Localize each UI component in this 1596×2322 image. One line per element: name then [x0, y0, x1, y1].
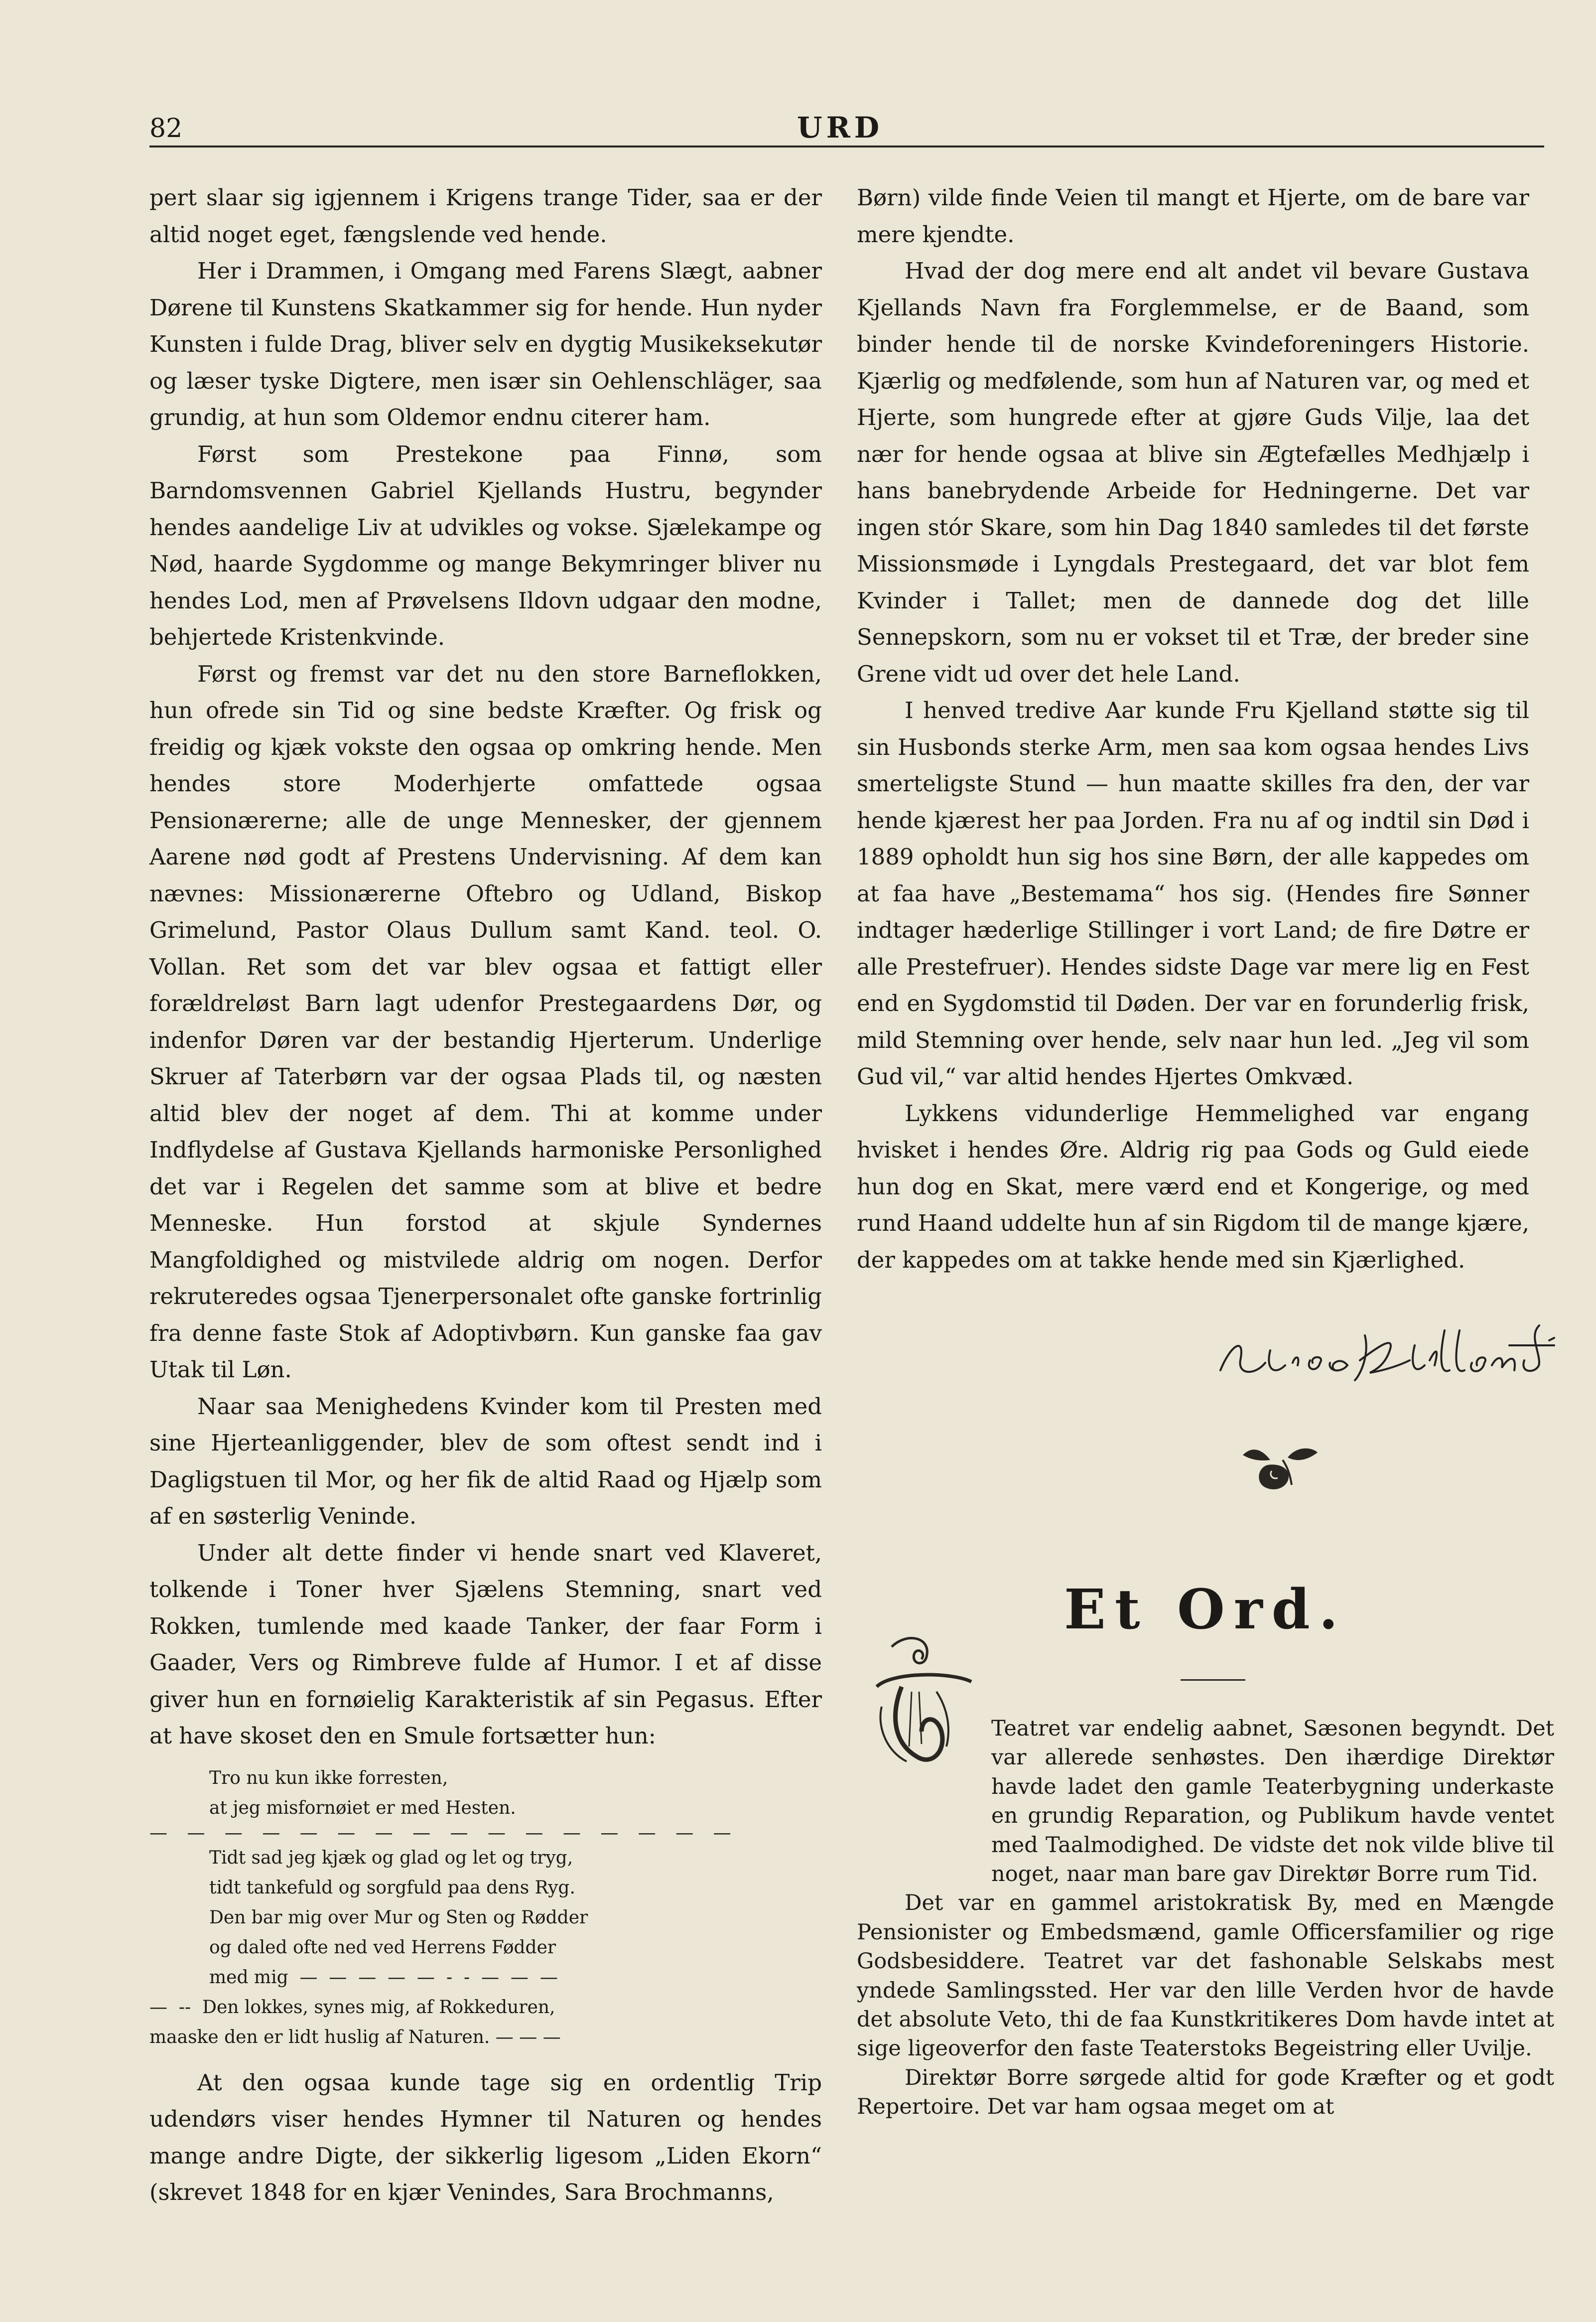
paragraph: Naar saa Menighedens Kvinder kom til Presten med sine Hjerteanliggender, blev de som oftest sendt ind i Dagligstuen til Mor, og her fik de altid Raad og Hjælp som af en søsterlig Veninde.	[149, 1393, 822, 1529]
poem-dash-line: — — — — — — — — — — — — — — — —	[149, 1823, 738, 1843]
poem-line: maaske den er lidt huslig af Naturen. — — —	[149, 2027, 561, 2047]
paragraph: Først som Prestekone paa Finnø, som Barndomsvennen Gabriel Kjellands Hustru, begynder hendes aandelige Liv at udvikles og vokse. Sjælekampe og Nød, haarde Sygdomme og mange Bekymringer bliver nu hendes Lod, men af Prøvelsens Ildovn udgaar den modne, behjertede Kristenkvinde.	[149, 440, 822, 650]
signature-elisa-kielland	[1210, 1315, 1559, 1395]
left-column	[149, 179, 822, 2211]
paragraph: Under alt dette finder vi hende snart ved Klaveret, tolkende i Toner hver Sjælens Stemning, snart ved Rokken, tumlende med kaade Tanker, der faar Form i Gaader, Vers og Rimbreve fulde af Humor. I et af disse giver hun en fornøielig Karakteristik af sin Pegasus. Efter at have skoset den en Smule fortsætter hun:	[149, 1539, 822, 1749]
rose-ornament-icon	[1233, 1430, 1323, 1500]
poem-line: og daled ofte ned ved Herrens Fødder	[209, 1937, 556, 1958]
story-opening	[857, 1714, 1554, 1888]
paragraph: Det var en gammel aristokratisk By, med en Mængde Pensionister og Embedsmænd, gamle Officersfamilier og rige Godsbesiddere. Teatret var det fashonable Selskabs mest yndede Samlingssted. Her var den lille Verden hvor de havde det absolute Veto, thi de faa Kunstkritikeres Dom havde intet at sige ligeoverfor den faste Teaterstoks Begeistring eller Uvilje.	[857, 1890, 1554, 2061]
story-body	[857, 1714, 1554, 2122]
paragraph: Direktør Borre sørgede altid for gode Kræfter og et godt Repertoire. Det var ham ogsaa meget om at	[857, 2065, 1554, 2120]
poem-line: Den bar mig over Mur og Sten og Rødder	[209, 1907, 588, 1928]
poem-quote	[149, 1763, 822, 2052]
poem-line: at jeg misfornøiet er med Hesten.	[209, 1797, 516, 1818]
poem-line: tidt tankefuld og sorgfuld paa dens Ryg.	[209, 1877, 575, 1898]
title-rule	[1181, 1679, 1245, 1681]
poem-line: Tro nu kun ikke forresten,	[209, 1767, 448, 1788]
poem-line: — -- Den lokkes, synes mig, af Rokkeduren,	[149, 1997, 555, 2018]
paragraph: I henved tredive Aar kunde Fru Kjelland støtte sig til sin Husbonds sterke Arm, men saa kom ogsaa hendes Livs smerteligste Stund — hun maatte skilles fra den, der var hende kjærest her paa Jorden. Fra nu af og indtil sin Død i 1889 opholdt hun sig hos sine Børn, der alle kappedes om at faa have „Bestemama“ hos sig. (Hendes fire Sønner indtager hæderlige Stillinger i vort Land; de fire Døtre er alle Prestefruer). Hendes sidste Dage var mere lig en Fest end en Sygdomstid til Døden. Der var en forunderlig frisk, mild Stemning over hende, selv naar hun led. „Jeg vil som Gud vil,“ var altid hendes Hjertes Omkvæd.	[857, 697, 1529, 1090]
page-number: 82	[149, 114, 183, 144]
paragraph: Lykkens vidunderlige Hemmelighed var engang hvisket i hendes Øre. Aldrig rig paa Gods og Guld eiede hun dog en Skat, mere værd end et Kongerige, og med rund Haand uddelte hun af sin Rigdom til de mange kjære, der kappedes om at takke hende med sin Kjærlighed.	[857, 1100, 1529, 1273]
paragraph: Teatret var endelig aabnet, Sæsonen begyndt. Det var allerede senhøstes. Den ihærdige Direktør havde ladet den gamle Teaterbygning underkaste en grundig Reparation, og Publikum havde ventet med Taalmodighed. De vidste det nok vilde blive til noget, naar man bare gav Direktør Borre rum Tid.	[991, 1716, 1554, 1887]
paragraph: Først og fremst var det nu den store Barneflokken, hun ofrede sin Tid og sine bedste Kræfter. Og frisk og freidig og kjæk vokste den ogsaa op omkring hende. Men hendes store Moderhjerte omfattede ogsaa Pensionærerne; alle de unge Mennesker, der gjennem Aarene nød godt af Prestens Undervisning. Af dem kan nævnes: Missionærerne Oftebro og Udland, Biskop Grimelund, Pastor Olaus Dullum samt Kand. teol. O. Vollan. Ret som det var blev ogsaa et fattigt eller forældreløst Barn lagt udenfor Prestegaardens Dør, og indenfor Døren var der bestandig Hjerterum. Underlige Skruer af Taterbørn var der ogsaa Plads til, og næsten altid blev der noget af dem. Thi at komme under Indflydelse af Gustava Kjellands harmoniske Personlighed det var i Regelen det samme som at blive et bedre Menneske. Hun forstod at skjule Syndernes Mangfoldighed og mistvilede aldrig om nogen. Derfor rekruteredes ogsaa Tjenerpersonalet ofte ganske fortrinlig fra denne faste Stok af Adoptivbørn. Kun ganske faa gav Utak til Løn.	[149, 660, 822, 1383]
paragraph: pert slaar sig igjennem i Krigens trange Tider, saa er der altid noget eget, fængslende ved hende.	[149, 184, 822, 248]
paragraph: Børn) vilde finde Veien til mangt et Hjerte, om de bare var mere kjendte.	[857, 184, 1529, 248]
poem-line: med mig — — — — — - - — — —	[209, 1967, 558, 1988]
story-title: Et Ord.	[1064, 1577, 1347, 1641]
paragraph: Hvad der dog mere end alt andet vil bevare Gustava Kjellands Navn fra Forglemmelse, er de Baand, som binder hende til de norske Kvindeforeningers Historie. Kjærlig og medfølende, som hun af Naturen var, og med et Hjerte, som hungrede efter at gjøre Guds Vilje, laa det nær for hende ogsaa at blive sin Ægtefælles Medhjælp i hans banebrydende Arbeide for Hedningerne. Det var ingen stór Skare, som hin Dag 1840 samledes til det første Missionsmøde i Lyngdals Prestegaard, det var blot fem Kvinder i Tallet; men de dannede dog det lille Sennepskorn, som nu er vokset til et Træ, der breder sine Grene vidt ud over det hele Land.	[857, 258, 1529, 687]
paragraph: At den ogsaa kunde tage sig en ordentlig Trip udendørs viser hendes Hymner til Naturen og hendes mange andre Digte, der sikkerlig ligesom „Liden Ekorn“ (skrevet 1848 for en kjær Venindes, Sara Brochmanns,	[149, 2069, 822, 2205]
poem-line: Tidt sad jeg kjæk og glad og let og tryg,	[209, 1847, 573, 1868]
paragraph: Her i Drammen, i Omgang med Farens Slægt, aabner Dørene til Kunstens Skatkammer sig for hende. Hun nyder Kunsten i fulde Drag, bliver selv en dygtig Musikeksekutør og læser tyske Digtere, men især sin Oehlenschläger, saa grundig, at hun som Oldemor endnu citerer ham.	[149, 258, 822, 431]
journal-title: URD	[797, 111, 884, 145]
right-column	[857, 179, 1529, 1278]
running-header	[149, 111, 1544, 147]
